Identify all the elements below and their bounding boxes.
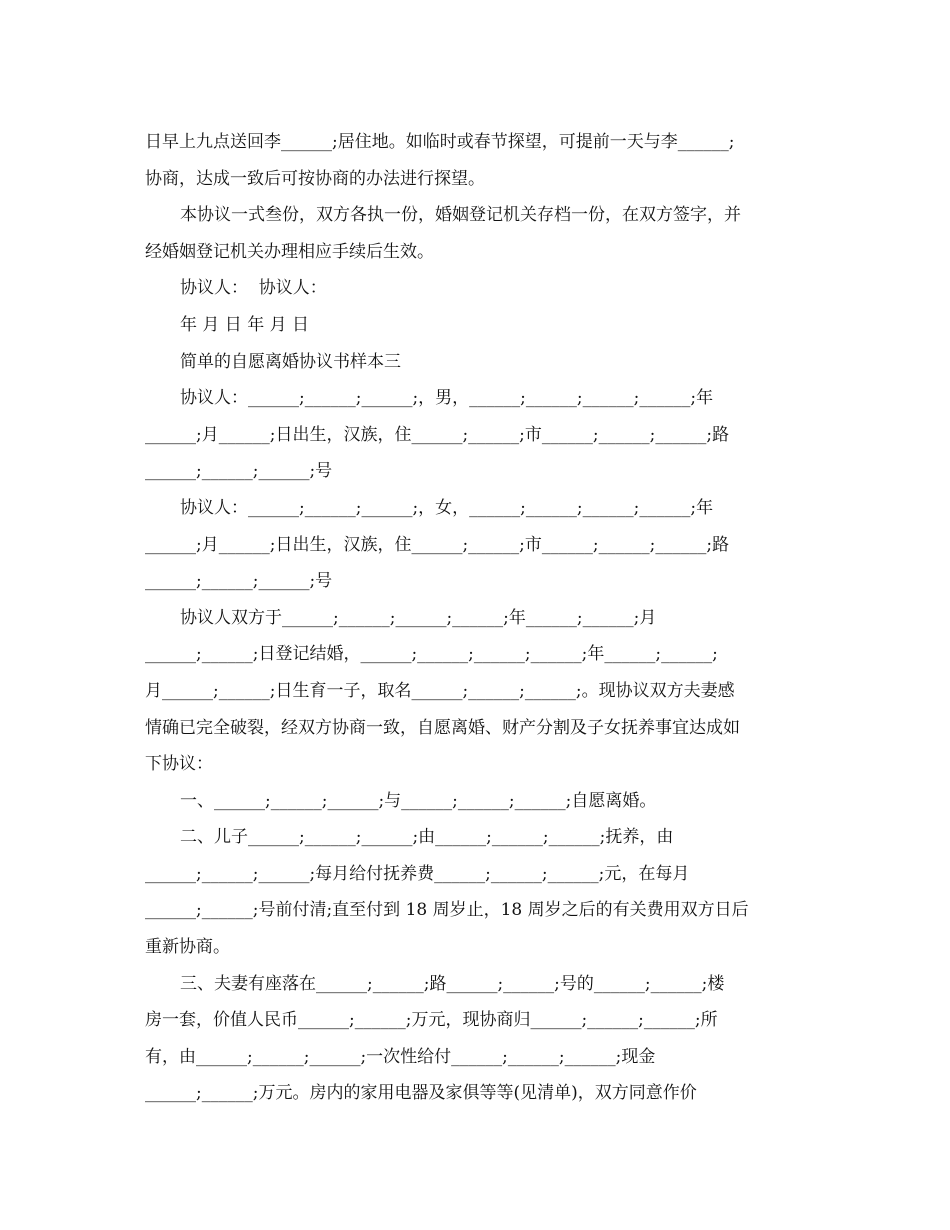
text-line: 重新协商。: [145, 937, 230, 958]
text-line: ______;______;日登记结婚，______;______;______;______;年______;______;: [145, 644, 718, 665]
document-body: [145, 124, 810, 1112]
text-line: ______;______;______;号: [145, 461, 333, 482]
text-line: 协商，达成一致后可按协商的办法进行探望。: [145, 168, 485, 189]
text-line: 有，由______;______;______;一次性给付______;______;______;现金: [145, 1046, 656, 1067]
clause-line: 一、______;______;______;与______;______;______;自愿离婚。: [180, 790, 657, 811]
text-line: ______;月______;日出生，汉族，住______;______;市______;______;______;路: [145, 424, 730, 445]
text-line: ______;______;号前付清;直至付到 18 周岁止，18 周岁之后的有关费用双方日后: [145, 900, 749, 921]
text-line: 协议人：______;______;______;，女，______;______;______;______;年: [180, 497, 714, 518]
signature-line: 协议人： 协议人：: [180, 278, 327, 299]
text-line: 情确已完全破裂，经双方协商一致，自愿离婚、财产分割及子女抚养事宜达成如: [145, 717, 740, 738]
text-line: 日早上九点送回李______;居住地。如临时或春节探望，可提前一天与李______;: [145, 132, 735, 152]
section-title: 简单的自愿离婚协议书样本三: [180, 351, 401, 372]
text-line: 经婚姻登记机关办理相应手续后生效。: [145, 241, 434, 262]
text-line: 房一套，价值人民币______;______;万元，现协商归______;______;______;所: [145, 1010, 718, 1031]
text-line: ______;月______;日出生，汉族，住______;______;市______;______;______;路: [145, 534, 730, 555]
clause-line: 三、夫妻有座落在______;______;路______;______;号的______;______;楼: [180, 973, 725, 994]
text-line: 协议人：______;______;______;，男，______;______;______;______;年: [180, 388, 714, 409]
text-line: 月______;______;日生育一子，取名______;______;______;。现协议双方夫妻感: [145, 680, 735, 701]
text-line: ______;______;万元。房内的家用电器及家俱等等(见清单)，双方同意作价: [145, 1083, 697, 1104]
text-line: 协议人双方于______;______;______;______;年______;______;月: [180, 607, 657, 628]
date-line: 年 月 日 年 月 日: [180, 314, 310, 335]
text-line: 下协议：: [145, 754, 213, 775]
text-line: 本协议一式叁份，双方各执一份，婚姻登记机关存档一份，在双方签字，并: [180, 205, 741, 226]
text-line: ______;______;______;每月给付抚养费______;______;______;元，在每月: [145, 863, 690, 884]
text-line: ______;______;______;号: [145, 571, 333, 592]
clause-line: 二、儿子______;______;______;由______;______;______;抚养，由: [180, 827, 674, 848]
